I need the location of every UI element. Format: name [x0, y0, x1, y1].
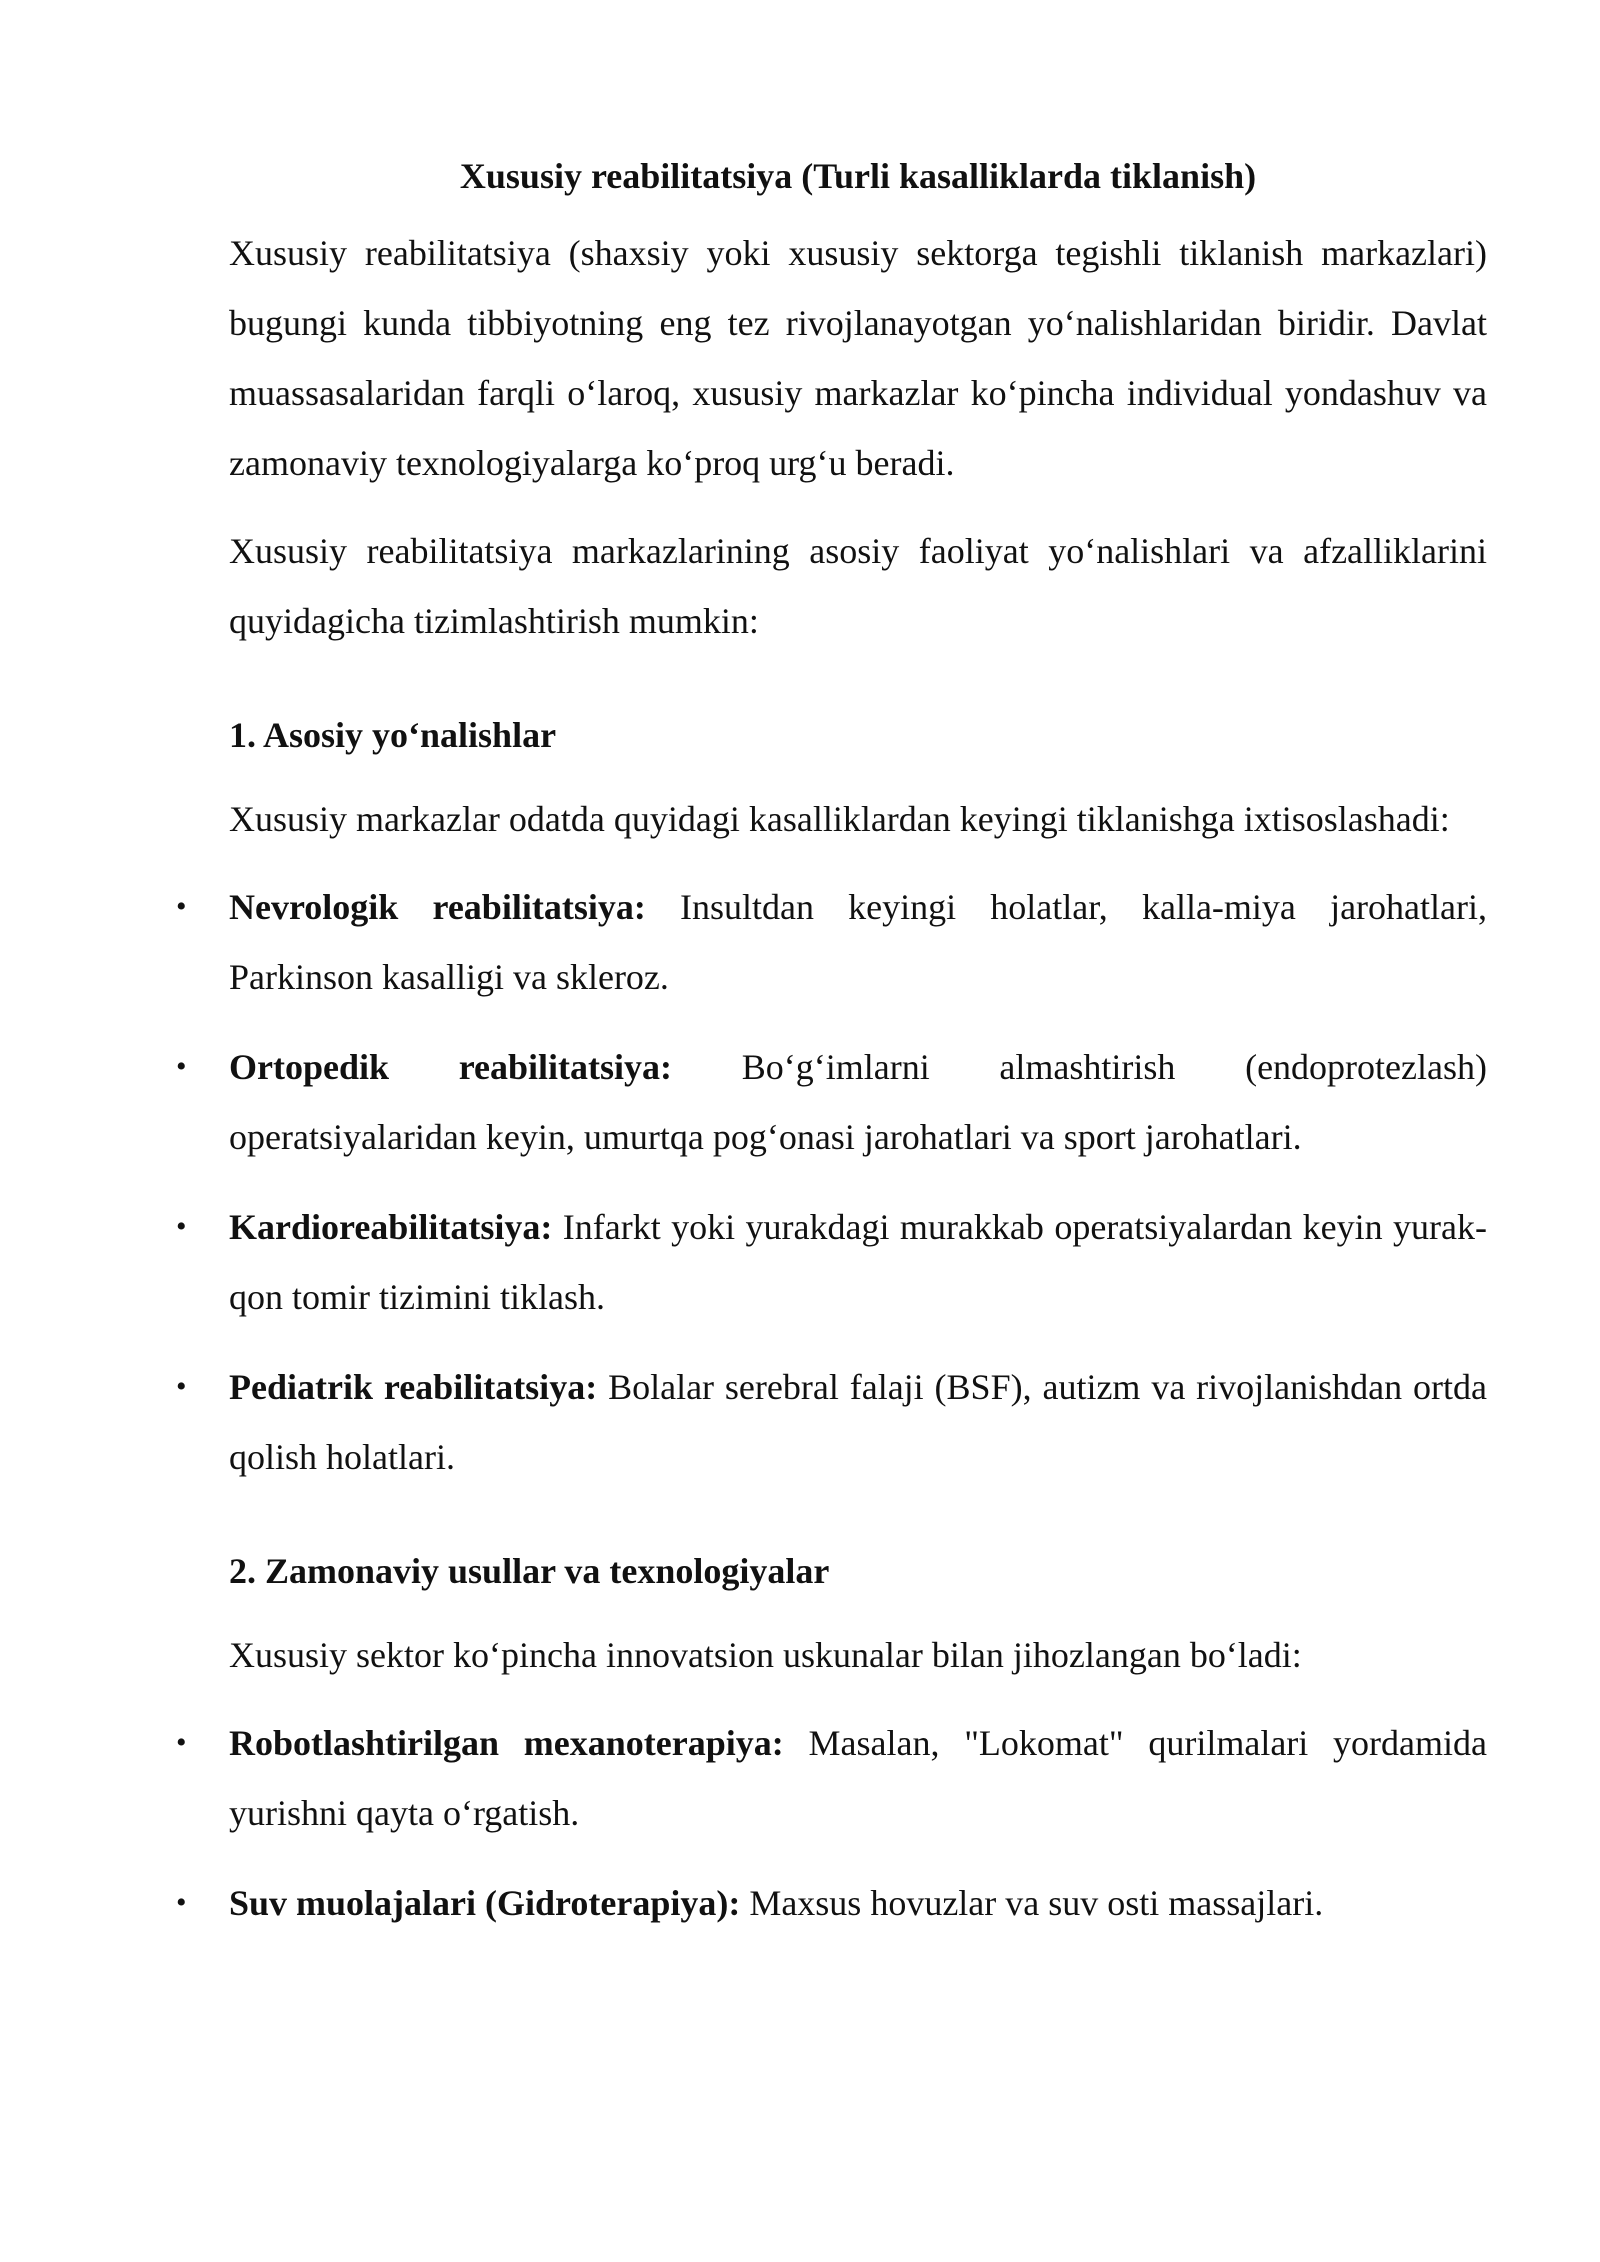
list-item — [176, 1708, 1488, 1848]
item-text: Maxsus hovuzlar va suv osti massajlari. — [740, 1883, 1324, 1923]
item-term: Ortopedik reabilitatsiya: — [229, 1047, 673, 1087]
bullet-icon: • — [176, 1726, 187, 1759]
bullet-list — [176, 1708, 1488, 1938]
item-term: Robotlashtirilgan mexanoterapiya: — [229, 1723, 784, 1763]
document-body — [176, 148, 1488, 1958]
list-item — [176, 1032, 1487, 1172]
item-term: Pediatrik reabilitatsiya: — [229, 1367, 598, 1407]
section-heading: 1. Asosiy yo‘nalishlar — [229, 715, 557, 755]
section-intro: Xususiy sektor ko‘pincha innovatsion uskunalar bilan jihozlangan bo‘ladi: — [229, 1635, 1302, 1675]
item-term: Nevrologik reabilitatsiya: — [229, 887, 646, 927]
bullet-icon: • — [176, 1210, 187, 1243]
list-item — [176, 872, 1487, 1012]
item-text: Masalan, "Lokomat" qurilmalari yordamida yurishni qayta o‘rgatish. — [229, 1723, 1488, 1833]
document-title: Xususiy reabilitatsiya (Turli kasalliklarda tiklanish) — [459, 156, 1257, 196]
section-heading: 2. Zamonaviy usullar va texnologiyalar — [229, 1551, 830, 1591]
bullet-list — [176, 872, 1487, 1492]
item-term: Suv muolajalari (Gidroterapiya): — [229, 1883, 741, 1923]
section-intro: Xususiy markazlar odatda quyidagi kasalliklardan keyingi tiklanishga ixtisoslashadi: — [229, 799, 1450, 839]
item-text: Insultdan keyingi holatlar, kalla-miya jarohatlari, Parkinson kasalligi va skleroz. — [229, 887, 1487, 997]
bullet-icon: • — [176, 890, 187, 923]
item-text: Bolalar serebral falaji (BSF), autizm va rivojlanishdan ortda qolish holatlari. — [229, 1367, 1487, 1477]
intro-paragraph: Xususiy reabilitatsiya (shaxsiy yoki xususiy sektorga tegishli tiklanish markazlari) bugungi kunda tibbiyotning eng tez rivojlanayotgan yo‘nalishlaridan biridir. Davlat muassasalaridan farqli o‘laroq, xususiy markazlar ko‘pincha individual yondashuv va zamonaviy texnologiyalarga ko‘proq urg‘u beradi. — [229, 233, 1487, 483]
item-text: Infarkt yoki yurakdagi murakkab operatsiyalardan keyin yurak-qon tomir tizimini tiklash. — [229, 1207, 1487, 1317]
item-term: Kardioreabilitatsiya: — [229, 1207, 553, 1247]
bullet-icon: • — [176, 1886, 187, 1919]
list-item — [176, 1352, 1487, 1492]
bullet-icon: • — [176, 1050, 187, 1083]
intro-paragraph: Xususiy reabilitatsiya markazlarining asosiy faoliyat yo‘nalishlari va afzalliklarini quyidagicha tizimlashtirish mumkin: — [229, 531, 1487, 641]
item-text: Bo‘g‘imlarni almashtirish (endoprotezlash) operatsiyalaridan keyin, umurtqa pog‘onasi jarohatlari va sport jarohatlari. — [229, 1047, 1487, 1157]
list-item — [176, 1868, 1487, 1938]
bullet-icon: • — [176, 1370, 187, 1403]
list-item — [176, 1192, 1487, 1332]
